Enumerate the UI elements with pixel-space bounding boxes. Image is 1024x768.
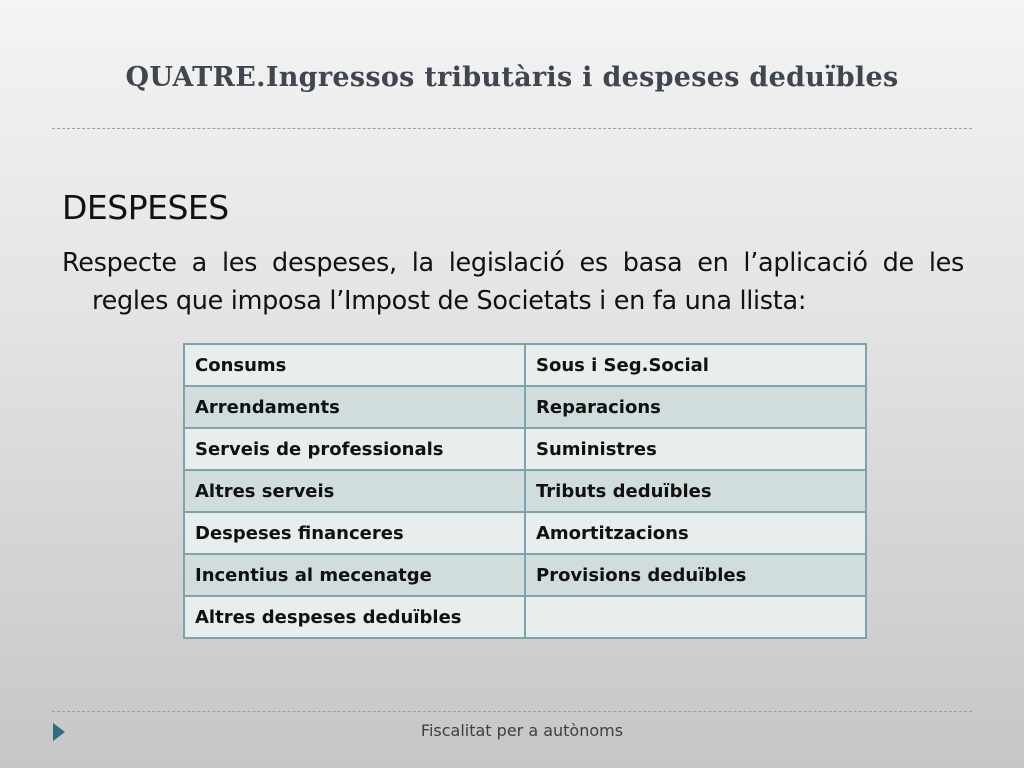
table-cell: Despeses financeres — [184, 512, 525, 554]
table-cell: Arrendaments — [184, 386, 525, 428]
footer-label: Fiscalitat per a autònoms — [420, 721, 624, 740]
table-row — [184, 596, 866, 638]
table-row — [184, 344, 866, 386]
table-cell — [525, 596, 866, 638]
table-cell: Consums — [184, 344, 525, 386]
table-cell: Tributs deduïbles — [525, 470, 866, 512]
table-cell: Provisions deduïbles — [525, 554, 866, 596]
deductible-expenses-table — [183, 343, 867, 639]
table-cell: Amortitzacions — [525, 512, 866, 554]
table-row — [184, 470, 866, 512]
table-cell: Altres serveis — [184, 470, 525, 512]
title-divider — [52, 128, 972, 129]
table-cell: Reparacions — [525, 386, 866, 428]
table-cell: Altres despeses deduïbles — [184, 596, 525, 638]
table-cell: Serveis de professionals — [184, 428, 525, 470]
footer-divider — [52, 711, 972, 712]
table-row — [184, 554, 866, 596]
slide-title: QUATRE.Ingressos tributàris i despeses deduïbles — [125, 62, 899, 93]
table-row — [184, 428, 866, 470]
table-cell: Suministres — [525, 428, 866, 470]
table-row — [184, 386, 866, 428]
table-row — [184, 512, 866, 554]
table-cell: Incentius al mecenatge — [184, 554, 525, 596]
section-heading: DESPESES — [62, 188, 229, 227]
body-paragraph: Respecte a les despeses, la legislació es basa en l’aplicació de les regles que imposa l’Impost de Societats i en fa una llista: — [62, 248, 964, 316]
table-cell: Sous i Seg.Social — [525, 344, 866, 386]
